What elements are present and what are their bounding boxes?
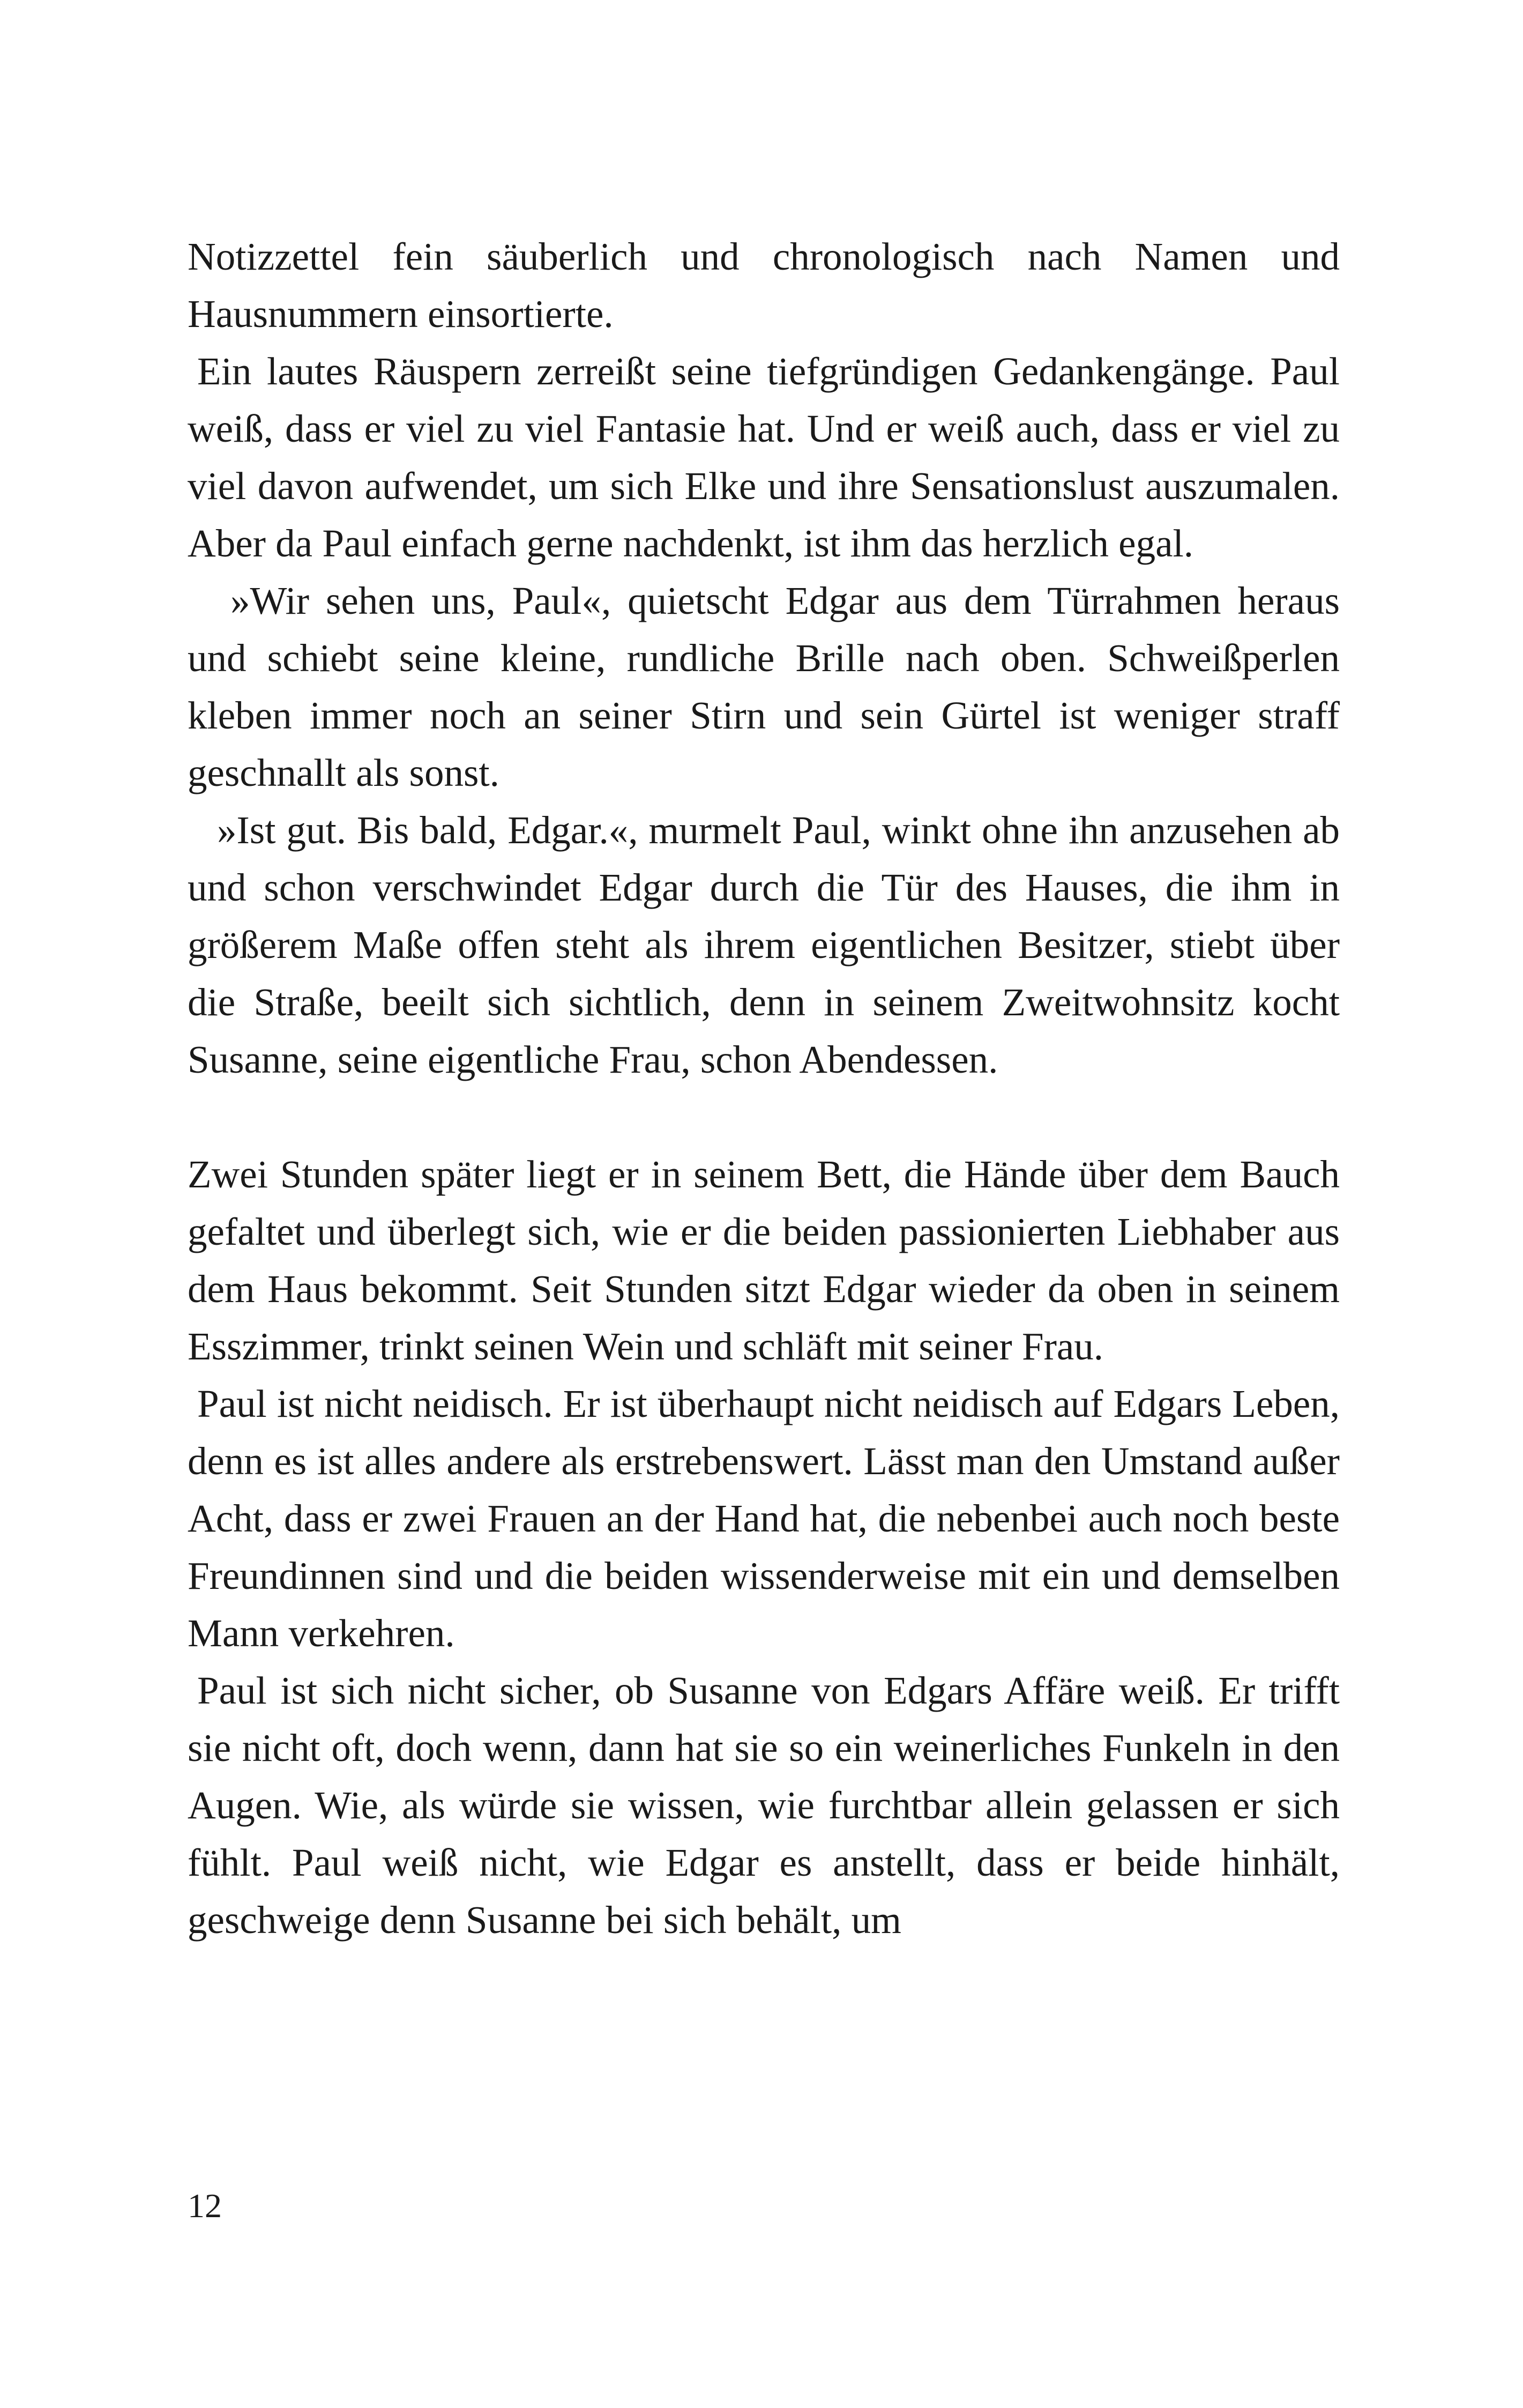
paragraph-1: Notizzettel fein säuberlich und chronologisch nach Namen und Hausnummern einsortierte. [188, 235, 1340, 336]
paragraph-4: »Ist gut. Bis bald, Edgar.«, murmelt Paul, winkt ohne ihn anzusehen ab und schon verschwindet Edgar durch die Tür des Hauses, die ihm in größerem Maße offen steht als ihrem eigentlichen Besitzer, stiebt über die Straße, beeilt sich sichtlich, denn in seinem Zweitwohnsitz kocht Susanne, seine eigentliche Frau, schon Abendessen. [188, 808, 1340, 1081]
page-number: 12 [188, 2187, 222, 2225]
section-break [188, 1088, 1340, 1146]
body-text [188, 228, 1340, 1949]
paragraph-5: Zwei Stunden später liegt er in seinem Bett, die Hände über dem Bauch gefaltet und überlegt sich, wie er die beiden passionierten Liebhaber aus dem Haus bekommt. Seit Stunden sitzt Edgar wieder da oben in seinem Esszimmer, trinkt seinen Wein und schläft mit seiner Frau. [188, 1153, 1340, 1368]
paragraph-3: »Wir sehen uns, Paul«, quietscht Edgar aus dem Türrahmen heraus und schiebt seine kleine, rundliche Brille nach oben. Schweißperlen kleben immer noch an seiner Stirn und sein Gürtel ist weniger straff geschnallt als sonst. [188, 579, 1340, 794]
paragraph-2: Ein lautes Räuspern zerreißt seine tiefgründigen Gedankengänge. Paul weiß, dass er viel zu viel Fantasie hat. Und er weiß auch, dass er viel zu viel davon aufwendet, um sich Elke und ihre Sensationslust auszumalen. Aber da Paul einfach gerne nachdenkt, ist ihm das herzlich egal. [188, 350, 1340, 565]
paragraph-6: Paul ist nicht neidisch. Er ist überhaupt nicht neidisch auf Edgars Leben, denn es ist alles andere als erstrebenswert. Lässt man den Umstand außer Acht, dass er zwei Frauen an der Hand hat, die nebenbei auch noch beste Freundinnen sind und die beiden wissenderweise mit ein und demselben Mann verkehren. [188, 1382, 1340, 1655]
paragraph-7: Paul ist sich nicht sicher, ob Susanne von Edgars Affäre weiß. Er trifft sie nicht oft, doch wenn, dann hat sie so ein weinerliches Funkeln in den Augen. Wie, als würde sie wissen, wie furchtbar allein gelassen er sich fühlt. Paul weiß nicht, wie Edgar es anstellt, dass er beide hinhält, geschweige denn Susanne bei sich behält, um [188, 1669, 1340, 1942]
